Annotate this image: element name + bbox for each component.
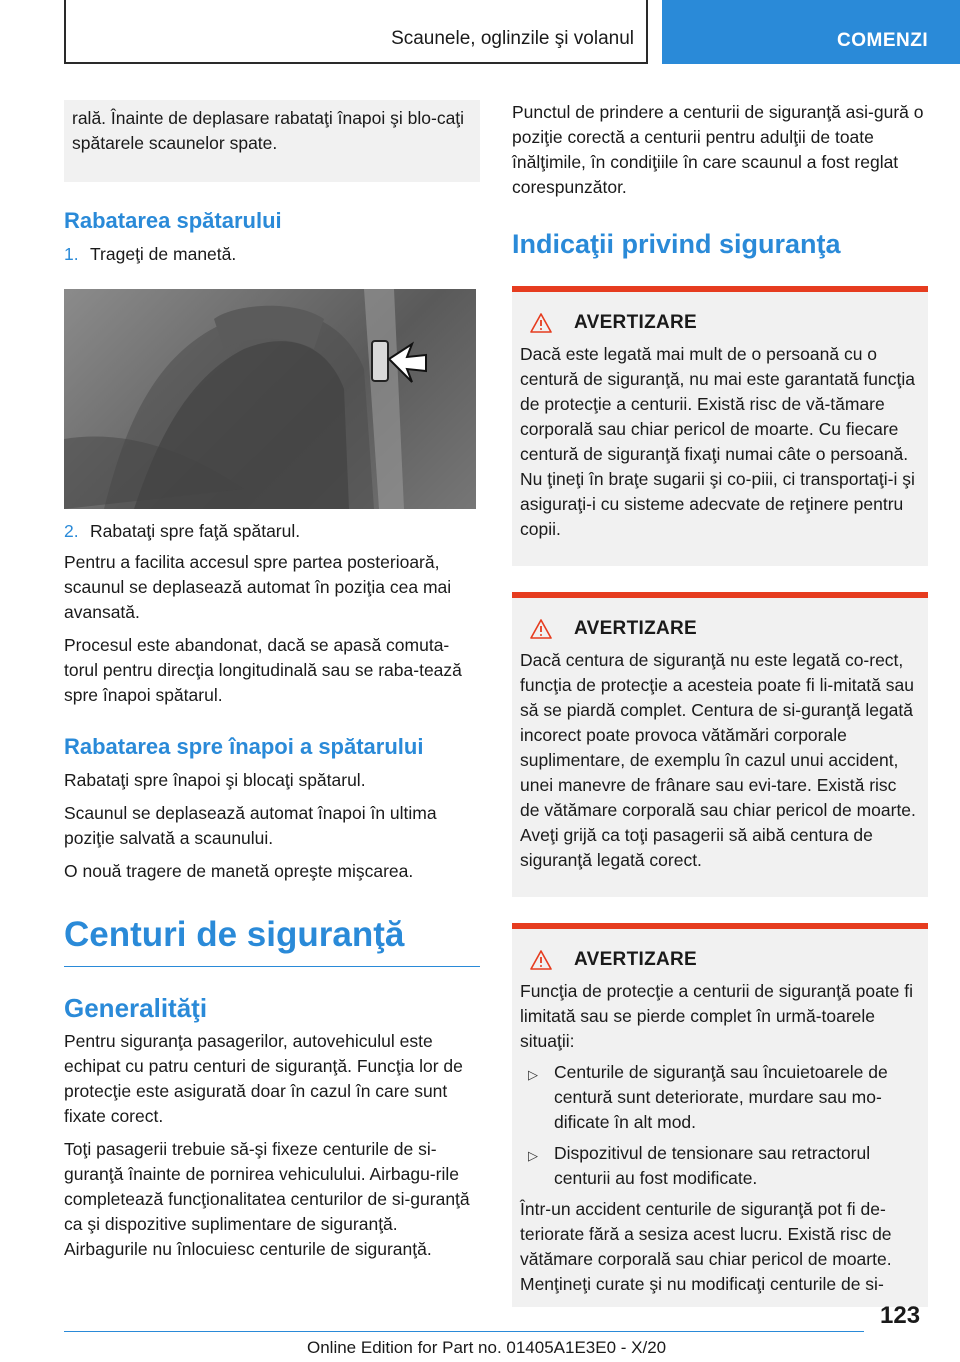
heading-rabatare: Rabatarea spătarului <box>64 208 282 233</box>
paragraph-general-1: Pentru siguranţa pasagerilor, autovehiculul este echipat cu patru centuri de siguranţă. Funcţia lor de protecţie este asigurată doar în cazul în care sunt fixate corect. <box>64 1031 463 1126</box>
heading-generalitati: Generalităţi <box>64 993 208 1023</box>
footer-edition: Online Edition for Part no. 01405A1E3E0 - X/20 <box>307 1338 667 1357</box>
paragraph-inapoi-1: Rabataţi spre înapoi şi blocaţi spătarul. <box>64 770 366 790</box>
step-text: Trageţi de manetă. <box>90 244 237 264</box>
intro-text: rală. Înainte de deplasare rabataţi înapoi şi blo-caţi spătarele scaunelor spate. <box>72 108 465 153</box>
paragraph-prindere: Punctul de prindere a centurii de siguranţă asi-gură o poziţie corectă a centurii pentru adulţii de toate înălţimile, în condiţiile în care scaunul a fost reglat corespunzător. <box>512 102 924 197</box>
chapter-heading: Centuri de siguranţă <box>64 914 480 967</box>
bullet-text: Centurile de siguranţă sau încuietoarele de centură sunt deteriorate, murdare sau mo-dificate în alt mod. <box>554 1062 888 1132</box>
page-number: 123 <box>880 1302 921 1329</box>
heading-inapoi: Rabatarea spre înapoi a spătarului <box>64 734 424 759</box>
step-number: 1. <box>64 244 79 264</box>
footer-divider <box>64 1331 864 1332</box>
warning-title: AVERTIZARE <box>574 312 697 333</box>
warning-box-2 <box>512 592 928 897</box>
paragraph-acces: Pentru a facilita accesul spre partea posterioară, scaunul se deplasează automat în poziţia cea mai avansată. <box>64 552 452 622</box>
warning-triangle-icon <box>530 619 552 639</box>
warning-header <box>520 618 920 640</box>
warning-triangle-icon <box>530 313 552 333</box>
right-column <box>512 100 928 1307</box>
warning-bullet-2 <box>528 1141 920 1191</box>
warning-title: AVERTIZARE <box>574 618 697 639</box>
paragraph-abandon: Procesul este abandonat, dacă se apasă comuta-torul pentru direcţia longitudinală sau se raba-tează spre înapoi spătarul. <box>64 635 462 705</box>
warning-box-3 <box>512 923 928 1307</box>
warning-outro: Într-un accident centurile de siguranţă pot fi de-teriorate fără a sesiza acest lucru. Există risc de vătămare corporală sau chiar pericol de moarte. Menţineţi curate şi nu modificaţi centurile de si- <box>520 1199 892 1294</box>
warning-header <box>520 312 920 334</box>
section-tab[interactable] <box>662 0 960 64</box>
step-2 <box>64 519 480 544</box>
warning-box-1 <box>512 286 928 566</box>
intro-box <box>64 100 480 182</box>
heading-indicatii: Indicaţii privind siguranţa <box>512 229 841 259</box>
warning-header <box>520 949 920 971</box>
section-label: COMENZI <box>837 30 929 51</box>
step-number: 2. <box>64 521 79 541</box>
header-title-box <box>64 0 648 64</box>
seat-lever-image <box>64 289 476 509</box>
warning-title: AVERTIZARE <box>574 949 697 970</box>
step-text: Rabataţi spre faţă spătarul. <box>90 521 301 541</box>
warning-triangle-icon <box>530 950 552 970</box>
paragraph-general-2: Toţi pasagerii trebuie să-şi fixeze centurile de si-guranţă înainte de pornirea vehiculului. Airbagu-rile completează funcţionalitatea centurilor de si-guranţă ca şi dispozitive suplimentare de siguranţă. Airbagurile nu înlocuiesc centurile de siguranţă. <box>64 1139 470 1259</box>
triangle-bullet-icon: ▷ <box>528 1148 538 1163</box>
warning-text: Dacă este legată mai mult de o persoană cu o centură de siguranţă, nu mai este garantată funcţia de protecţie a centurii. Există risc de vă-tămare corporală sau chiar pericol de moarte. Cu fiecare centură de siguranţă fixaţi numai câte o persoană. Nu ţineţi în braţe sugarii şi co-piii, ci transportaţi-i şi asiguraţi-i cu sisteme adecvate de reţinere pentru copii. <box>520 344 915 539</box>
triangle-bullet-icon: ▷ <box>528 1067 538 1082</box>
bullet-text: Dispozitivul de tensionare sau retractorul centurii au fost modificate. <box>554 1143 871 1188</box>
paragraph-inapoi-3: O nouă tragere de manetă opreşte mişcarea. <box>64 861 414 881</box>
chapter-title: Scaunele, oglinzile şi volanul <box>391 28 634 49</box>
warning-text: Dacă centura de siguranţă nu este legată co-rect, funcţia de protecţie a acesteia poate fi li-mitată sau să se piardă complet. Centura de si-guranţă legată incorect poate provoca vătămări corporale suplimentare, de exemplu în cazul unui accident, unei manevre de frânare sau evi-tare. Există risc de vătămare corporală sau chiar pericol de moarte. Aveţi grijă ca toţi pasagerii să aibă centura de siguranţă legată corect. <box>520 650 916 870</box>
warning-bullet-1 <box>528 1060 920 1135</box>
left-column <box>64 100 480 1270</box>
warning-intro: Funcţia de protecţie a centurii de siguranţă poate fi limitată sau se pierde complet în urmă-toarele situaţii: <box>520 981 914 1051</box>
step-1 <box>64 242 480 267</box>
paragraph-inapoi-2: Scaunul se deplasează automat înapoi în ultima poziţie salvată a scaunului. <box>64 803 437 848</box>
